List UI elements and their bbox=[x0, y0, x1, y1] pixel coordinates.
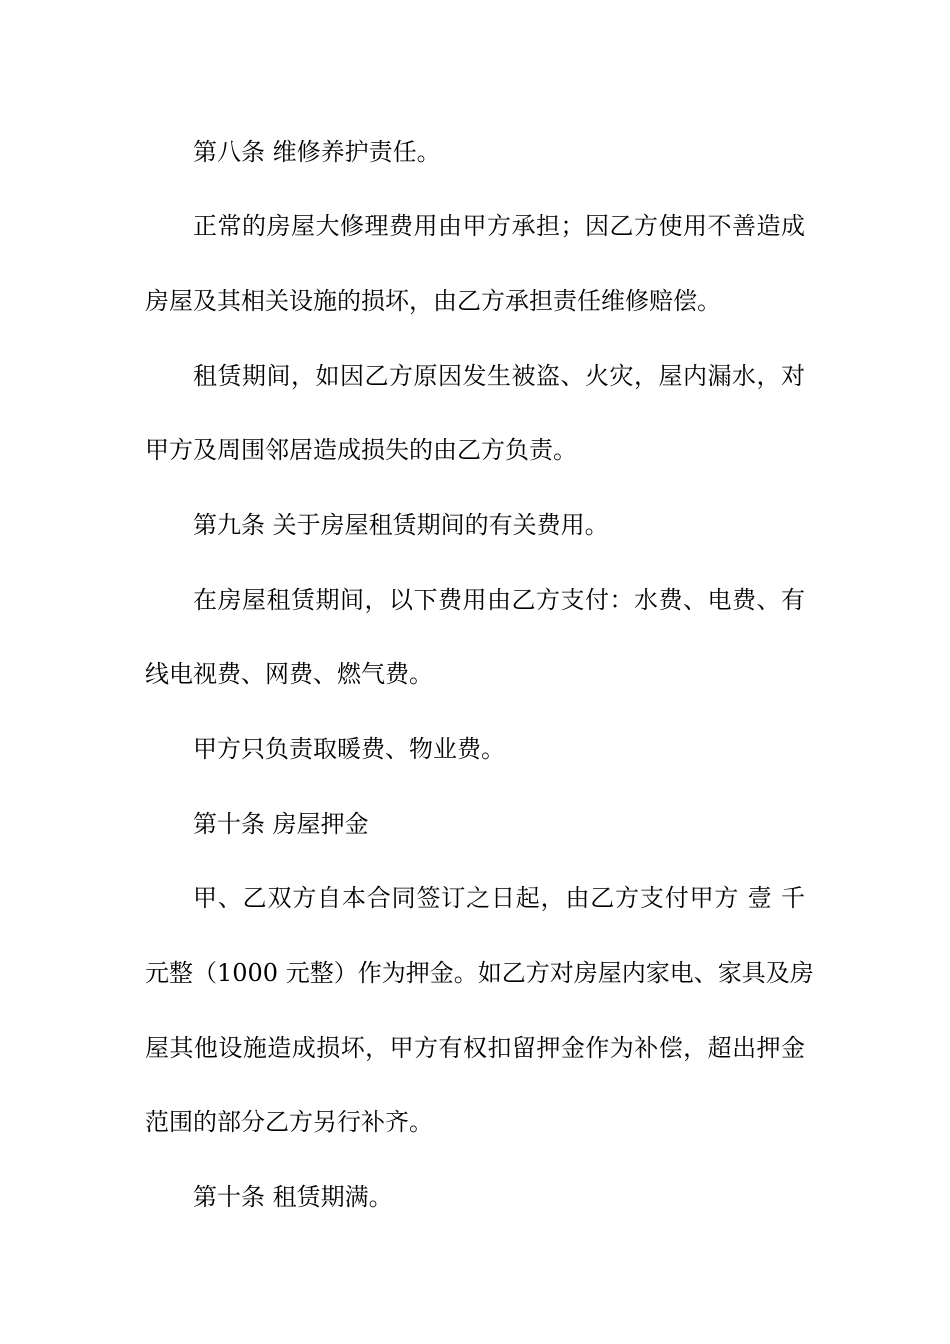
paragraph-line: 房屋及其相关设施的损坏，由乙方承担责任维修赔偿。 bbox=[145, 287, 721, 315]
paragraph-line: 甲方只负责取暖费、物业费。 bbox=[193, 735, 505, 763]
paragraph-line: 甲方及周围邻居造成损失的由乙方负责。 bbox=[145, 436, 577, 464]
paragraph-line: 甲、乙双方自本合同签订之日起，由乙方支付甲方 壹 千 bbox=[193, 884, 805, 912]
paragraph-line: 元整（1000 元整）作为押金。如乙方对房屋内家电、家具及房 bbox=[145, 959, 814, 987]
paragraph-line: 在房屋租赁期间，以下费用由乙方支付：水费、电费、有 bbox=[193, 586, 805, 614]
article-10-heading: 第十条 房屋押金 bbox=[193, 810, 369, 838]
paragraph-line: 正常的房屋大修理费用由甲方承担；因乙方使用不善造成 bbox=[193, 212, 805, 240]
paragraph-line: 范围的部分乙方另行补齐。 bbox=[145, 1108, 433, 1136]
paragraph-line: 屋其他设施造成损坏，甲方有权扣留押金作为补偿，超出押金 bbox=[145, 1034, 805, 1062]
article-9-heading: 第九条 关于房屋租赁期间的有关费用。 bbox=[193, 511, 609, 539]
article-8-heading: 第八条 维修养护责任。 bbox=[193, 138, 441, 166]
article-10-expiry-heading: 第十条 租赁期满。 bbox=[193, 1183, 393, 1211]
paragraph-line: 线电视费、网费、燃气费。 bbox=[145, 660, 433, 688]
paragraph-line: 租赁期间，如因乙方原因发生被盗、火灾，屋内漏水，对 bbox=[193, 362, 805, 390]
